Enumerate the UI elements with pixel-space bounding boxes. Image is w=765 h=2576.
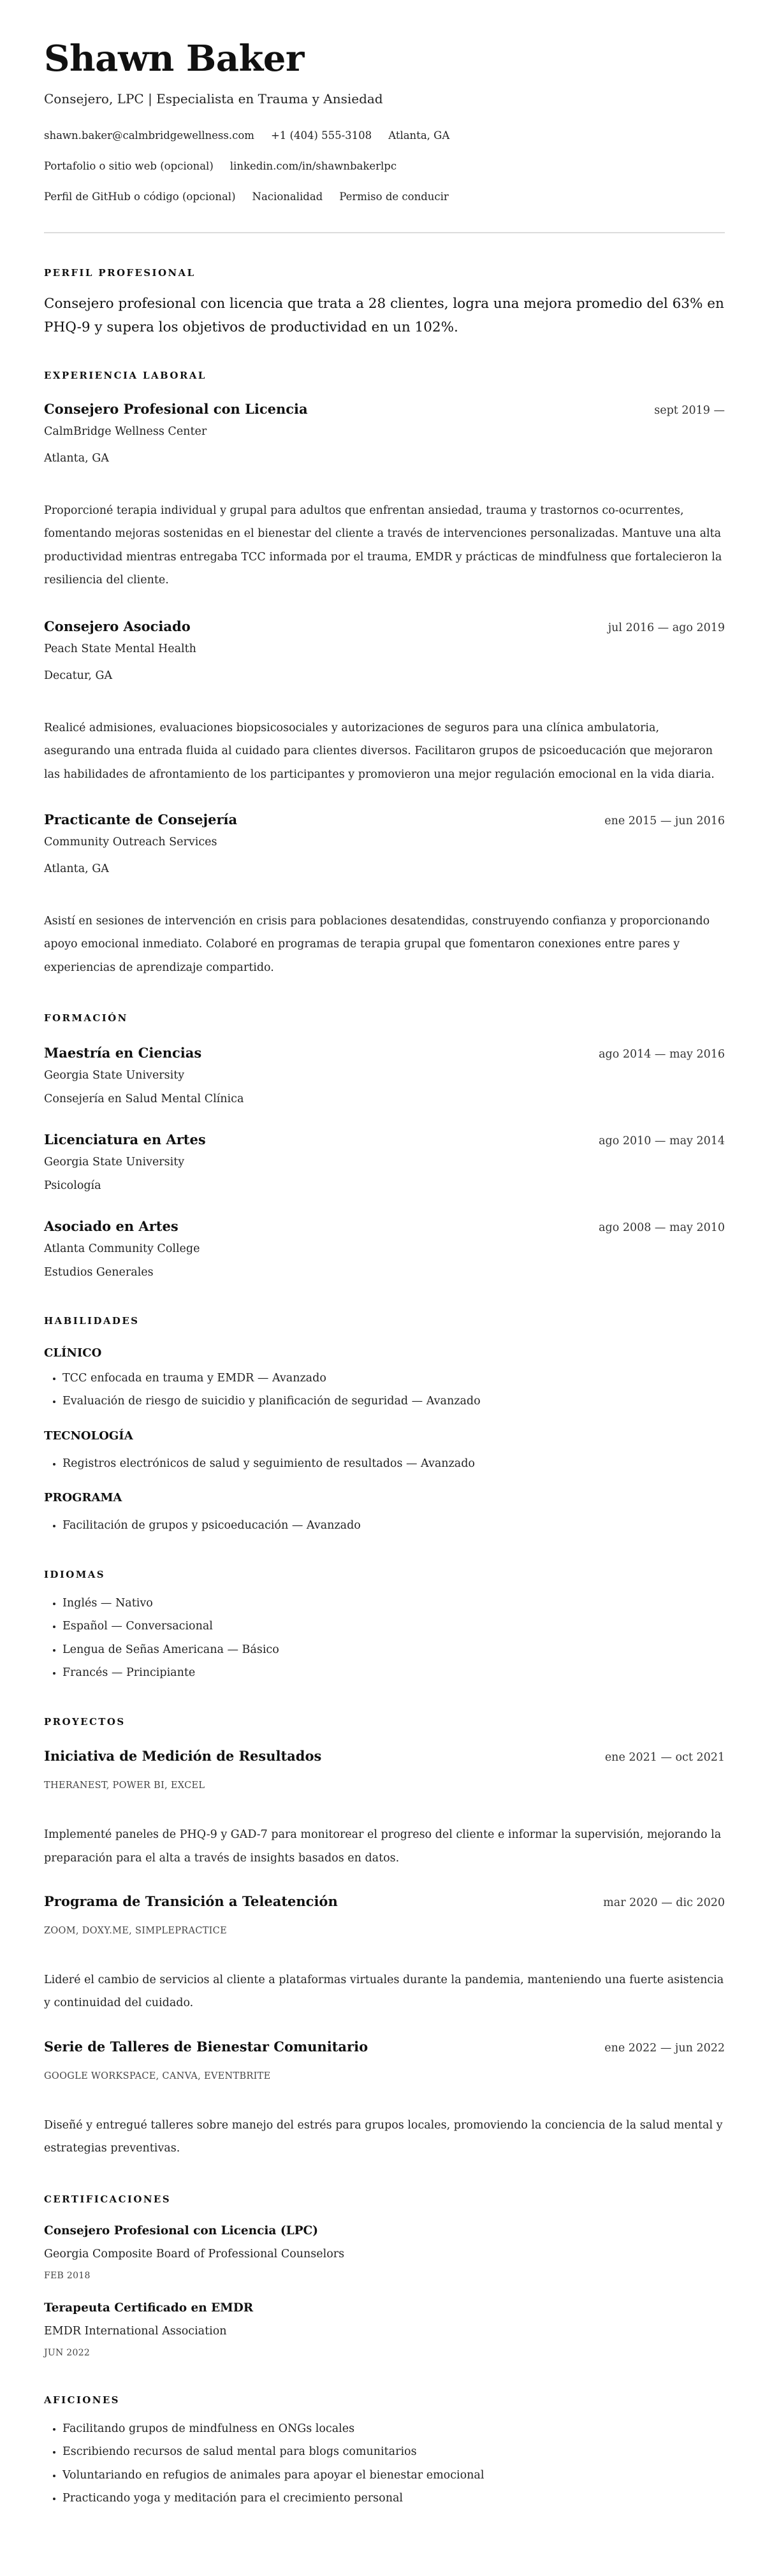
job-description: Asistí en sesiones de intervención en crisis para poblaciones desatendidas, construyendo confianza y proporcionando apoyo emocional inmediato. Colaboré en programas de terapia grupal que fomentaron conexiones entre pares y experiencias de aprendizaje compartido. <box>44 915 710 974</box>
certification-issuer: EMDR International Association <box>44 2325 227 2338</box>
company: Community Outreach Services <box>44 836 217 849</box>
drivers-license: Permiso de conducir <box>339 191 449 203</box>
education-dates: ago 2010 — may 2014 <box>599 1134 725 1147</box>
project-description: Implementé paneles de PHQ-9 y GAD-7 para monitorear el progreso del cliente e informar la supervisión, mejorando la preparación para el alta a través de insights basados en datos. <box>44 1828 722 1865</box>
project-title: Serie de Talleres de Bienestar Comunitario <box>44 2038 368 2055</box>
school: Atlanta Community College <box>44 1242 200 1255</box>
contact-row <box>44 128 725 143</box>
project-tech: THERANEST, POWER BI, EXCEL <box>44 1780 205 1791</box>
project-dates: ene 2022 — jun 2022 <box>604 2041 725 2055</box>
email-link[interactable]: shawn.baker@calmbridgewellness.com <box>44 129 254 142</box>
section-heading-skills: HABILIDADES <box>44 1314 140 1327</box>
skill-category: TECNOLOGÍA <box>44 1429 133 1443</box>
section-heading-hobbies: AFICIONES <box>44 2394 120 2406</box>
certification-date: FEB 2018 <box>44 2271 91 2281</box>
github-link[interactable]: Perfil de GitHub o código (opcional) <box>44 191 236 203</box>
skill-list <box>44 1514 725 1537</box>
project-tech: ZOOM, DOXY.ME, SIMPLEPRACTICE <box>44 1925 227 1936</box>
certification-item <box>44 2222 725 2282</box>
field-of-study: Psicología <box>44 1179 101 1192</box>
project-tech: GOOGLE WORKSPACE, CANVA, EVENTBRITE <box>44 2070 271 2081</box>
job-dates: jul 2016 — ago 2019 <box>608 622 725 635</box>
education-item <box>44 1217 725 1281</box>
school: Georgia State University <box>44 1068 185 1082</box>
hobby-item: • Facilitando grupos de mindfulness en ONGs locales <box>62 2417 725 2440</box>
job-title: Practicante de Consejería <box>44 811 238 828</box>
section-heading-education: FORMACIÓN <box>44 1012 128 1024</box>
section-heading-projects: PROYECTOS <box>44 1716 126 1728</box>
language-item: • Inglés — Nativo <box>62 1592 725 1615</box>
field-of-study: Consejería en Salud Mental Clínica <box>44 1092 244 1105</box>
job-description: Realicé admisiones, evaluaciones biopsicosociales y autorizaciones de seguros para una clínica ambulatoria, asegurando una entrada fluida al cuidado para clientes diversos. Facilitaron grupos de psicoeducación que mejoraron las habilidades de afrontamiento de los participantes y promovieron una mejor regulación emocional en la vida diaria. <box>44 722 715 781</box>
skill-list <box>44 1367 725 1413</box>
section-heading-experience: EXPERIENCIA LABORAL <box>44 370 207 381</box>
divider <box>44 232 725 233</box>
company: CalmBridge Wellness Center <box>44 425 207 438</box>
project-description: Lideré el cambio de servicios al cliente a plataformas virtuales durante la pandemia, manteniendo una fuerte asistencia y continuidad del cuidado. <box>44 1973 724 2010</box>
degree: Asociado en Artes <box>44 1218 178 1234</box>
school: Georgia State University <box>44 1155 185 1168</box>
skill-category: PROGRAMA <box>44 1490 122 1504</box>
linkedin-link[interactable]: linkedin.com/in/shawnbakerlpc <box>229 160 397 172</box>
summary-text: Consejero profesional con licencia que trata a 28 clientes, logra una mejora promedio del 63% en PHQ-9 y supera los objetivos de productividad en un 102%. <box>44 296 724 335</box>
experience-item <box>44 400 725 592</box>
project-dates: mar 2020 — dic 2020 <box>603 1896 725 1909</box>
nationality: Nacionalidad <box>252 191 323 203</box>
section-heading-certifications: CERTIFICACIONES <box>44 2194 171 2206</box>
language-item: • Lengua de Señas Americana — Básico <box>62 1638 725 1661</box>
job-description: Proporcioné terapia individual y grupal para adultos que enfrentan ansiedad, trauma y trastornos co-ocurrentes, fomentando mejoras sostenidas en el bienestar del cliente a través de intervenciones personalizadas. Mantuve una alta productividad mientras entregaba TCC informada por el trauma, EMDR y prácticas de mindfulness que fortalecieron la resiliencia del cliente. <box>44 504 722 586</box>
project-title: Iniciativa de Medición de Resultados <box>44 1748 322 1765</box>
section-heading-summary: PERFIL PROFESIONAL <box>44 267 196 279</box>
skill-category: CLÍNICO <box>44 1346 102 1360</box>
language-item: • Francés — Principiante <box>62 1661 725 1684</box>
project-item <box>44 2037 725 2160</box>
skill-item: • Evaluación de riesgo de suicidio y planificación de seguridad — Avanzado <box>62 1390 725 1413</box>
hobby-item: • Escribiendo recursos de salud mental para blogs comunitarios <box>62 2440 725 2463</box>
skill-item: • Facilitación de grupos y psicoeducación — Avanzado <box>62 1514 725 1537</box>
company: Peach State Mental Health <box>44 643 196 656</box>
degree: Maestría en Ciencias <box>44 1044 202 1061</box>
job-dates: ene 2015 — jun 2016 <box>604 815 725 828</box>
certification-date: JUN 2022 <box>44 2348 91 2359</box>
certification-issuer: Georgia Composite Board of Professional Counselors <box>44 2248 345 2261</box>
certification-item <box>44 2299 725 2359</box>
job-title: Consejero Asociado <box>44 618 191 635</box>
phone: +1 (404) 555-3108 <box>270 129 372 142</box>
hobby-item: • Practicando yoga y meditación para el crecimiento personal <box>62 2487 725 2510</box>
section-heading-languages: IDIOMAS <box>44 1569 105 1581</box>
job-location: Decatur, GA <box>44 669 113 683</box>
education-dates: ago 2008 — may 2010 <box>599 1221 725 1234</box>
language-list <box>44 1592 725 1684</box>
hobby-list <box>44 2417 725 2510</box>
skill-list <box>44 1452 725 1475</box>
experience-item <box>44 810 725 979</box>
education-item <box>44 1044 725 1108</box>
skill-item: • TCC enfocada en trauma y EMDR — Avanzado <box>62 1367 725 1390</box>
project-item <box>44 1892 725 2015</box>
headline: Consejero, LPC | Especialista en Trauma y Ansiedad <box>44 91 383 106</box>
contact-row <box>44 189 725 205</box>
job-location: Atlanta, GA <box>44 452 109 465</box>
education-dates: ago 2014 — may 2016 <box>599 1047 725 1061</box>
hobby-item: • Voluntariando en refugios de animales para apoyar el bienestar emocional <box>62 2464 725 2487</box>
portfolio-link[interactable]: Portafolio o sitio web (opcional) <box>44 160 214 172</box>
project-description: Diseñé y entregué talleres sobre manejo del estrés para grupos locales, promoviendo la conciencia de la salud mental y estrategias preventivas. <box>44 2118 723 2155</box>
project-dates: ene 2021 — oct 2021 <box>604 1751 725 1765</box>
job-title: Consejero Profesional con Licencia <box>44 401 308 417</box>
language-item: • Español — Conversacional <box>62 1615 725 1638</box>
job-location: Atlanta, GA <box>44 862 109 876</box>
project-item <box>44 1747 725 1870</box>
skill-item: • Registros electrónicos de salud y seguimiento de resultados — Avanzado <box>62 1452 725 1475</box>
job-dates: sept 2019 — <box>654 404 725 417</box>
education-item <box>44 1130 725 1195</box>
certification-title: Consejero Profesional con Licencia (LPC) <box>44 2224 318 2238</box>
project-title: Programa de Transición a Teleatención <box>44 1893 338 1909</box>
candidate-name: Shawn Baker <box>44 38 304 80</box>
location: Atlanta, GA <box>388 129 450 142</box>
contact-row <box>44 159 725 174</box>
field-of-study: Estudios Generales <box>44 1265 154 1279</box>
degree: Licenciatura en Artes <box>44 1131 206 1147</box>
certification-title: Terapeuta Certificado en EMDR <box>44 2301 254 2315</box>
experience-item <box>44 617 725 786</box>
